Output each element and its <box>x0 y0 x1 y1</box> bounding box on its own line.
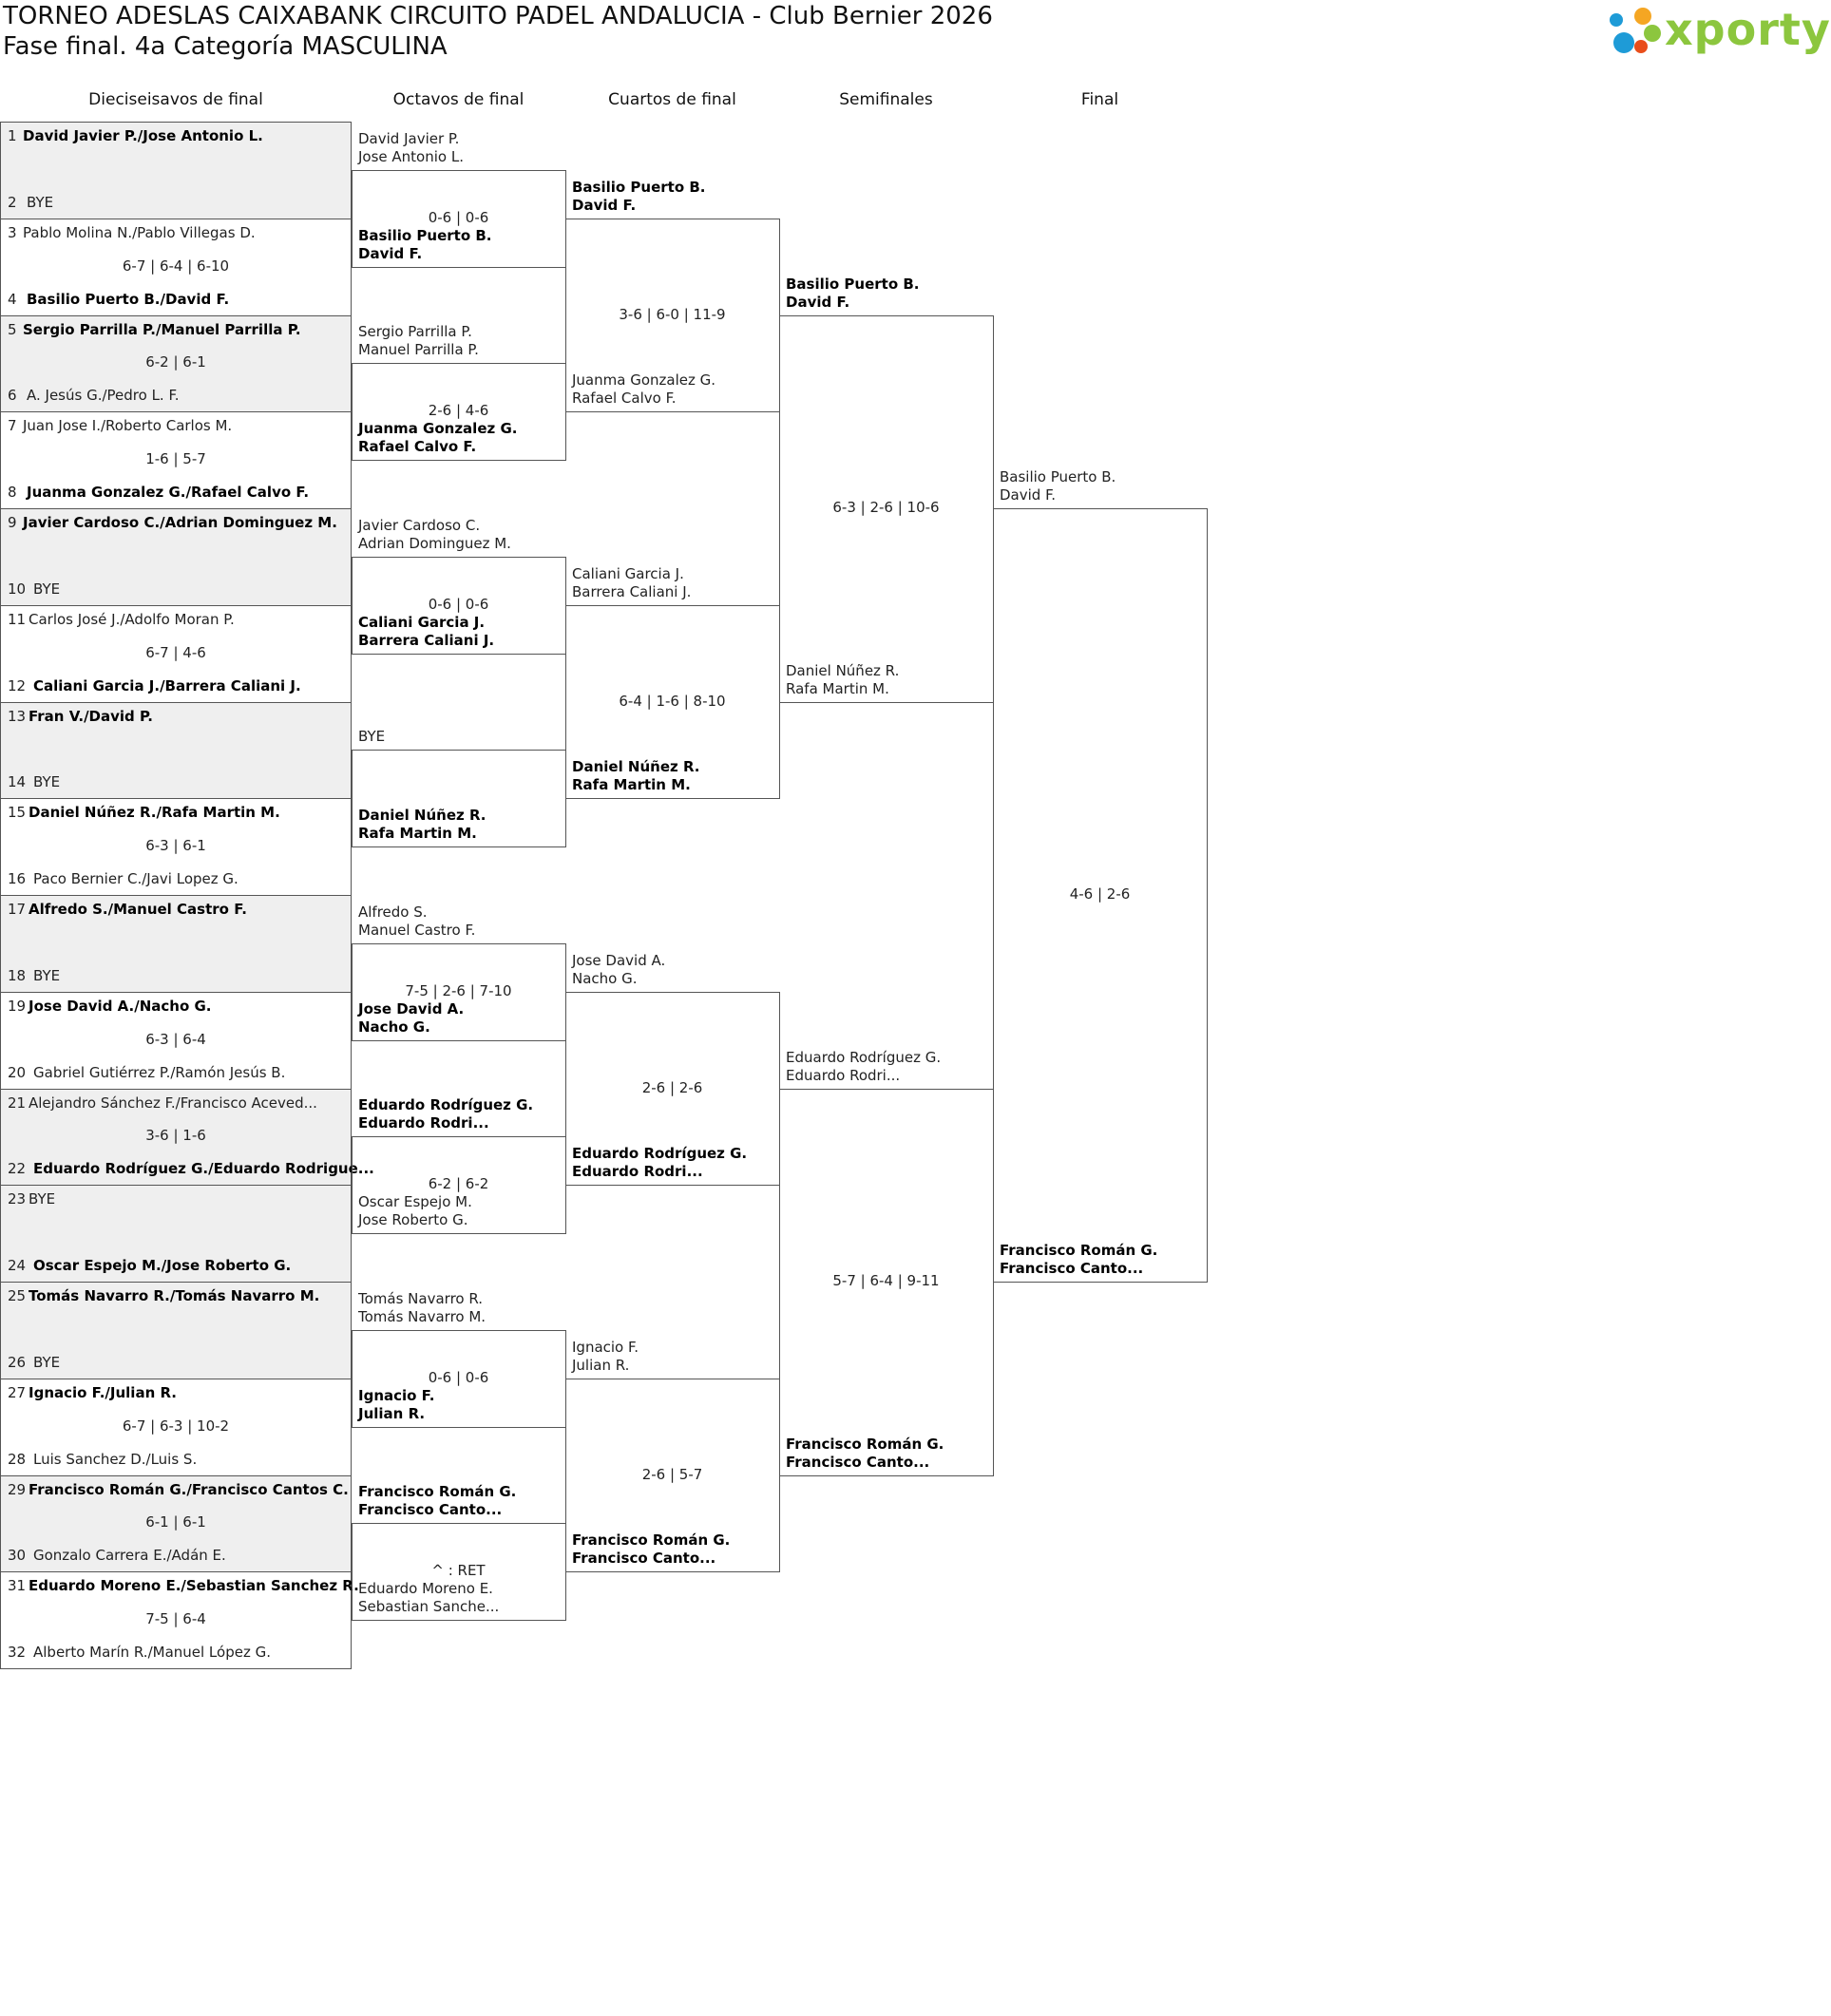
seed-number: 24 <box>8 1257 27 1274</box>
team-name: Manuel Parrilla P. <box>358 341 479 359</box>
team-name: Eduardo Moreno E. <box>358 1580 493 1598</box>
team-name: Rafa Martin M. <box>572 776 691 794</box>
team-name: Nacho G. <box>358 1018 430 1036</box>
team-name: Julian R. <box>358 1404 426 1422</box>
seed-number: 30 <box>8 1547 27 1565</box>
team-name: Francisco Canto... <box>1000 1260 1144 1277</box>
team-name: Alejandro Sánchez F./Francisco Aceved... <box>29 1094 317 1112</box>
match-score: 6-7 | 6-3 | 10-2 <box>122 1417 230 1435</box>
team-name: David Javier P./Jose Antonio L. <box>23 127 263 144</box>
team-name: Javier Cardoso C. <box>358 516 481 534</box>
seed-number: 22 <box>8 1160 27 1178</box>
team-name: Jose Antonio L. <box>358 147 464 165</box>
team-name: Basilio Puerto B. <box>358 226 492 244</box>
team-name: Francisco Canto... <box>358 1501 503 1519</box>
team-name: Luis Sanchez D./Luis S. <box>33 1450 198 1468</box>
seed-number: 23 <box>8 1190 27 1208</box>
seed-number: 4 <box>8 290 17 308</box>
match-score: 7-5 | 2-6 | 7-10 <box>405 981 512 999</box>
team-name: Basilio Puerto B. <box>572 178 706 196</box>
team-name: A. Jesús G./Pedro L. F. <box>27 387 180 405</box>
seed-number: 2 <box>8 193 17 211</box>
match-score: 2-6 | 2-6 <box>641 1078 703 1096</box>
seed-number: 6 <box>8 387 17 405</box>
seed-number: 29 <box>8 1480 27 1498</box>
team-name: Alberto Marín R./Manuel López G. <box>33 1644 271 1661</box>
team-name: Oscar Espejo M. <box>358 1193 472 1211</box>
seed-number: 3 <box>8 223 17 241</box>
match-score: 4-6 | 2-6 <box>1069 885 1131 903</box>
seed-number: 31 <box>8 1577 27 1595</box>
team-name: Caliani Garcia J. <box>358 613 486 631</box>
team-name: BYE <box>33 580 61 598</box>
team-name: Francisco Román G. <box>572 1531 731 1550</box>
round-title-qf: Cuartos de final <box>608 90 736 109</box>
team-name: BYE <box>33 1353 61 1371</box>
seed-number: 25 <box>8 1287 27 1304</box>
match-score: 5-7 | 6-4 | 9-11 <box>832 1272 940 1289</box>
team-name: Alfredo S./Manuel Castro F. <box>29 901 247 918</box>
seed-number: 18 <box>8 966 27 984</box>
team-name: Francisco Román G. <box>358 1483 517 1501</box>
match-score: 2-6 | 4-6 <box>428 402 489 420</box>
seed-number: 5 <box>8 320 17 338</box>
seed-number: 14 <box>8 773 27 791</box>
seed-number: 32 <box>8 1644 27 1661</box>
round-title-final: Final <box>1080 90 1119 109</box>
team-name: Eduardo Rodríguez G. <box>572 1145 748 1163</box>
seed-number: 27 <box>8 1383 27 1401</box>
tournament-title: TORNEO ADESLAS CAIXABANK CIRCUITO PADEL ANDALUCIA - Club Bernier 2026 <box>3 2 993 30</box>
team-name: Sergio Parrilla P./Manuel Parrilla P. <box>23 320 301 338</box>
team-name: BYE <box>29 1190 56 1208</box>
team-name: Eduardo Rodríguez G./Eduardo Rodrigue... <box>33 1160 374 1178</box>
team-name: David F. <box>786 293 850 311</box>
team-name: Manuel Castro F. <box>358 921 476 939</box>
match-score: 6-1 | 6-1 <box>145 1513 206 1531</box>
seed-number: 1 <box>8 127 17 144</box>
team-name: David F. <box>572 196 637 214</box>
team-name: Francisco Román G. <box>1000 1242 1158 1259</box>
seed-number: 26 <box>8 1353 27 1371</box>
team-name: Daniel Núñez R./Rafa Martin M. <box>29 804 280 822</box>
match-score: 6-3 | 2-6 | 10-6 <box>832 499 940 516</box>
team-name: Eduardo Rodri... <box>786 1066 901 1084</box>
match-score: 6-7 | 6-4 | 6-10 <box>122 257 230 275</box>
match-score: 6-2 | 6-2 <box>428 1175 489 1193</box>
team-name: Gabriel Gutiérrez P./Ramón Jesús B. <box>33 1063 286 1081</box>
team-name: Fran V./David P. <box>29 707 153 725</box>
team-name: Rafa Martin M. <box>786 679 889 697</box>
team-name: Jose Roberto G. <box>358 1211 468 1229</box>
team-name: Ignacio F. <box>572 1338 639 1356</box>
team-name: Eduardo Moreno E./Sebastian Sanchez R. <box>29 1577 359 1595</box>
team-name: Julian R. <box>572 1356 630 1374</box>
team-name: Tomás Navarro R./Tomás Navarro M. <box>29 1287 320 1304</box>
team-name: Francisco Román G. <box>786 1435 944 1453</box>
seed-number: 15 <box>8 804 27 822</box>
seed-number: 17 <box>8 901 27 918</box>
team-name: Francisco Román G./Francisco Cantos C. <box>29 1480 349 1498</box>
match-score: 6-7 | 4-6 <box>145 643 206 661</box>
match-score: 0-6 | 0-6 <box>428 1368 489 1386</box>
team-name: Nacho G. <box>572 969 638 987</box>
team-name: Eduardo Rodríguez G. <box>786 1048 942 1066</box>
seed-number: 21 <box>8 1094 27 1112</box>
team-name: Caliani Garcia J./Barrera Caliani J. <box>33 676 301 694</box>
team-name: Ignacio F. <box>358 1386 435 1404</box>
match-score: 1-6 | 5-7 <box>145 450 206 468</box>
match-score: 0-6 | 0-6 <box>428 595 489 613</box>
team-name: Jose David A. <box>358 999 465 1018</box>
team-name: Jose David A. <box>572 951 666 969</box>
match-score: 6-3 | 6-4 <box>145 1030 206 1048</box>
team-name: Francisco Canto... <box>572 1550 716 1568</box>
team-name: Caliani Garcia J. <box>572 564 684 582</box>
team-name: Daniel Núñez R. <box>786 661 900 679</box>
team-name: Eduardo Rodri... <box>572 1163 703 1181</box>
team-name: Carlos José J./Adolfo Moran P. <box>29 610 235 628</box>
match-score: 0-6 | 0-6 <box>428 208 489 226</box>
seed-number: 20 <box>8 1063 27 1081</box>
seed-number: 12 <box>8 676 27 694</box>
match-score: 3-6 | 1-6 <box>145 1127 206 1145</box>
team-name: Javier Cardoso C./Adrian Dominguez M. <box>23 514 337 531</box>
team-name: Sebastian Sanche... <box>358 1598 500 1616</box>
seed-number: 16 <box>8 870 27 887</box>
seed-number: 9 <box>8 514 17 531</box>
team-name: Rafael Calvo F. <box>358 438 477 456</box>
match-score: 6-3 | 6-1 <box>145 837 206 855</box>
match-score: 7-5 | 6-4 <box>145 1610 206 1628</box>
match-score: ^ : RET <box>431 1562 486 1580</box>
match-score: 2-6 | 5-7 <box>641 1465 703 1483</box>
team-name: Juanma Gonzalez G./Rafael Calvo F. <box>27 484 310 501</box>
seed-number: 28 <box>8 1450 27 1468</box>
team-name: BYE <box>33 966 61 984</box>
round-title-r32: Dieciseisavos de final <box>88 90 263 109</box>
team-name: Daniel Núñez R. <box>572 758 700 776</box>
team-name: Barrera Caliani J. <box>572 582 692 600</box>
team-name: Tomás Navarro R. <box>358 1289 484 1307</box>
team-name: Jose David A./Nacho G. <box>29 997 212 1015</box>
team-name: Eduardo Rodri... <box>358 1114 489 1132</box>
team-name: Barrera Caliani J. <box>358 631 495 649</box>
match-score: 3-6 | 6-0 | 11-9 <box>619 305 726 323</box>
seed-number: 19 <box>8 997 27 1015</box>
team-name: Tomás Navarro M. <box>358 1307 486 1325</box>
team-name: Daniel Núñez R. <box>358 807 486 825</box>
team-name: David Javier P. <box>358 129 460 147</box>
team-name: Basilio Puerto B. <box>786 275 920 293</box>
team-name: Pablo Molina N./Pablo Villegas D. <box>23 223 256 241</box>
team-name: Ignacio F./Julian R. <box>29 1383 177 1401</box>
team-name: Francisco Canto... <box>786 1453 930 1471</box>
team-name: Adrian Dominguez M. <box>358 534 511 552</box>
seed-number: 11 <box>8 610 27 628</box>
team-name: Rafael Calvo F. <box>572 390 677 408</box>
team-name: Paco Bernier C./Javi Lopez G. <box>33 870 238 887</box>
round-title-sf: Semifinales <box>839 90 933 109</box>
tournament-subtitle: Fase final. 4a Categoría MASCULINA <box>3 32 448 61</box>
seed-number: 8 <box>8 484 17 501</box>
team-name: Eduardo Rodríguez G. <box>358 1096 534 1114</box>
team-name: Sergio Parrilla P. <box>358 323 472 341</box>
team-name: David F. <box>358 244 423 262</box>
round-title-r16: Octavos de final <box>392 90 525 109</box>
team-name: Juan Jose I./Roberto Carlos M. <box>23 417 233 435</box>
team-name: Basilio Puerto B. <box>1000 468 1116 485</box>
team-name: BYE <box>358 728 386 746</box>
team-name: Gonzalo Carrera E./Adán E. <box>33 1547 226 1565</box>
team-name: David F. <box>1000 486 1057 504</box>
team-name: Basilio Puerto B./David F. <box>27 290 230 308</box>
seed-number: 10 <box>8 580 27 598</box>
team-name: Alfredo S. <box>358 903 428 921</box>
team-name: Rafa Martin M. <box>358 825 477 843</box>
team-name: Juanma Gonzalez G. <box>572 371 716 390</box>
seed-number: 7 <box>8 417 17 435</box>
match-score: 6-2 | 6-1 <box>145 353 206 371</box>
team-name: BYE <box>27 193 54 211</box>
seed-number: 13 <box>8 707 27 725</box>
team-name: Juanma Gonzalez G. <box>358 420 518 438</box>
team-name: Oscar Espejo M./Jose Roberto G. <box>33 1257 292 1274</box>
logo-wordmark: xporty <box>1665 4 1831 55</box>
match-score: 6-4 | 1-6 | 8-10 <box>619 692 726 710</box>
team-name: BYE <box>33 773 61 791</box>
